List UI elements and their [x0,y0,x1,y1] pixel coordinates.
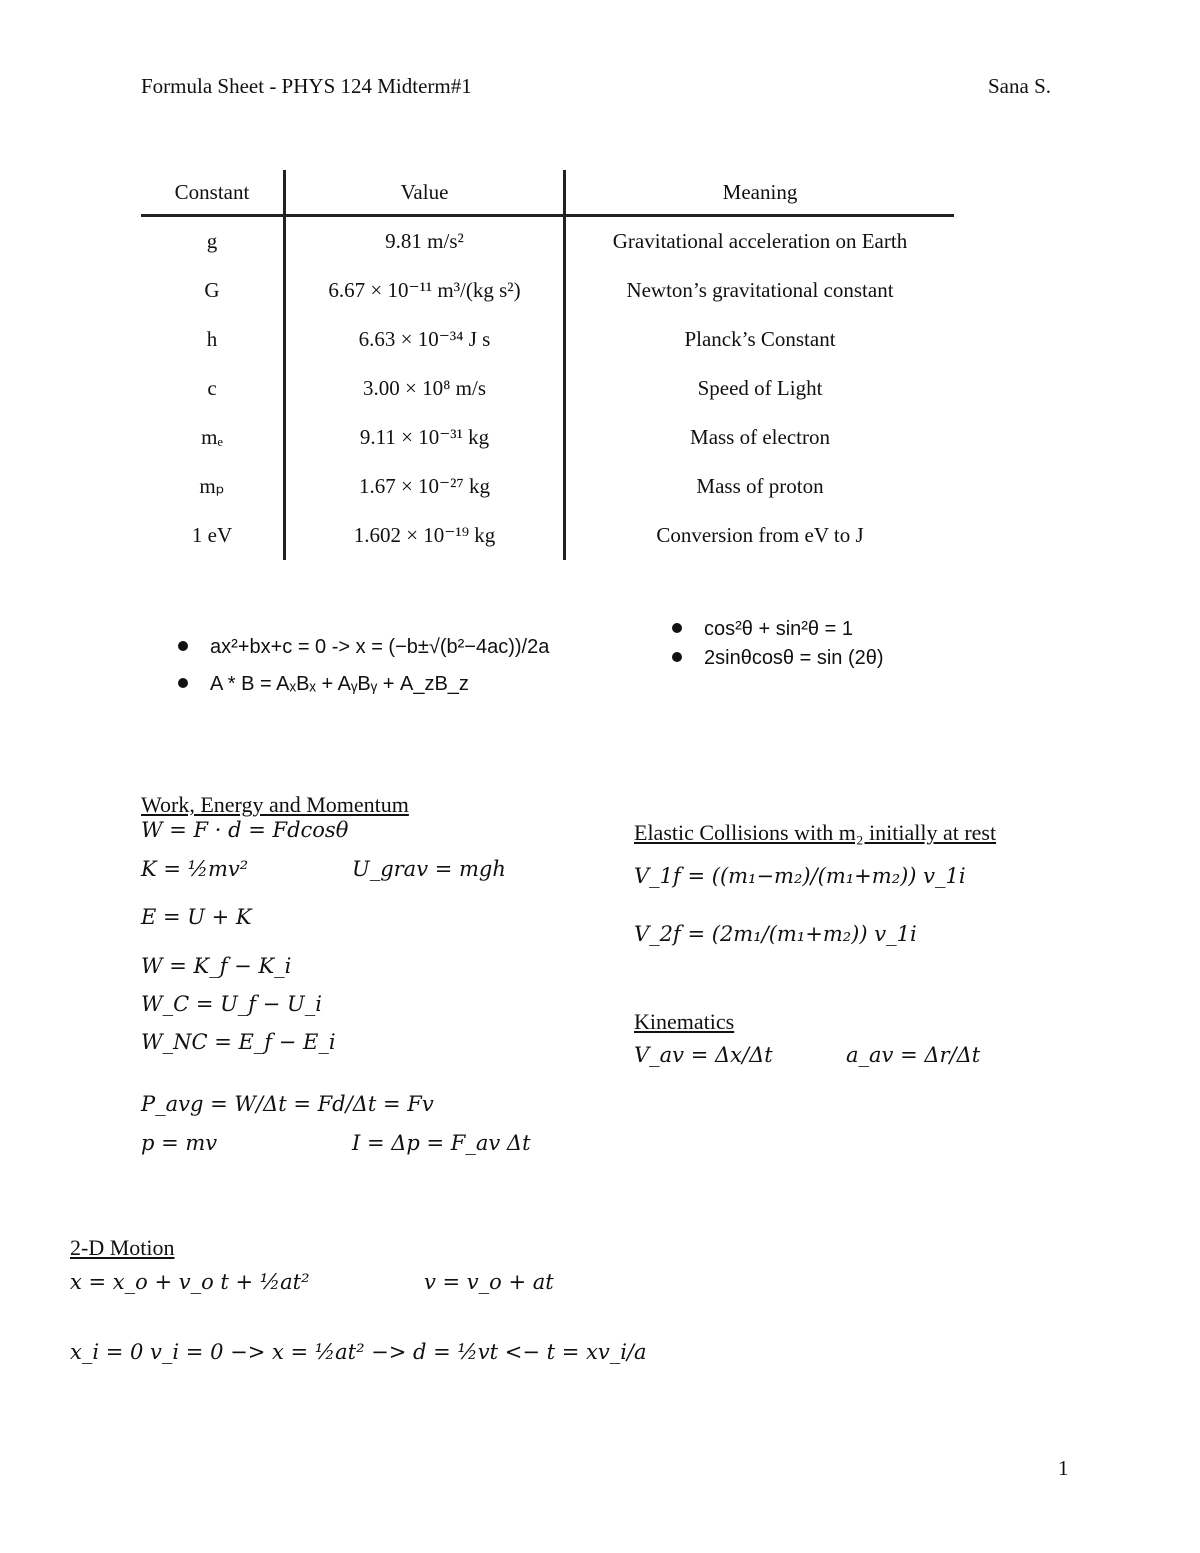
equation-total-energy: E = U + K [141,905,252,929]
constants-table [141,170,954,560]
constant-value: 1.67 × 10⁻²⁷ kg [285,462,565,511]
constant-symbol: 1 eV [141,511,285,560]
constant-value: 6.63 × 10⁻³⁴ J s [285,315,565,364]
bullet-quadratic-formula [178,636,549,659]
constant-value: 3.00 × 10⁸ m/s [285,364,565,413]
constant-symbol: G [141,266,285,315]
constant-meaning: Conversion from eV to J [656,523,864,547]
table-header-row [141,170,954,216]
constant-symbol: mₚ [141,462,285,511]
bullet-double-angle [672,647,884,670]
equation-kinetic-energy: K = ½mv² [141,857,249,881]
constant-meaning: Planck’s Constant [684,327,836,351]
equation-work: W = F · d = Fdcosθ [141,818,349,842]
equation-gravitational-potential: U_grav = mgh [352,857,506,881]
section-title-2d-motion: 2-D Motion [70,1235,175,1260]
constant-value: 9.81 m/s² [285,216,565,267]
bullet-text: A * B = AₓBₓ + AᵧBᵧ + A_zB_z [210,673,469,695]
equation-from-rest: x_i = 0 v_i = 0 −> x = ½at² −> d = ½vt <− t = xv_i/a [70,1340,647,1364]
document-title: Formula Sheet - PHYS 124 Midterm#1 [141,74,472,98]
equation-conservative-work: W_C = U_f − U_i [141,992,322,1016]
constant-meaning: Speed of Light [697,376,823,400]
constant-symbol: c [141,364,285,413]
table-row [141,266,954,315]
column-header-constant: Constant [141,170,285,216]
table-row [141,462,954,511]
bullet-dot [178,678,188,688]
column-header-value: Value [285,170,565,216]
table-row [141,216,954,267]
section-title-kinematics: Kinematics [634,1009,735,1034]
constant-symbol: mₑ [141,413,285,462]
constant-value: 6.67 × 10⁻¹¹ m³/(kg s²) [285,266,565,315]
section-title-work-energy: Work, Energy and Momentum [141,792,409,817]
bullet-text: 2sinθcosθ = sin (2θ) [704,647,884,669]
table-row [141,364,954,413]
equation-nonconservative-work: W_NC = E_f − E_i [141,1030,336,1054]
constant-meaning: Mass of electron [690,425,830,449]
equation-work-energy-theorem: W = K_f − K_i [141,954,292,978]
equation-position: x = x_o + v_o t + ½at² [70,1270,310,1294]
constant-meaning: Gravitational acceleration on Earth [612,229,908,253]
equation-final-velocity-1: V_1f = ((m₁−m₂)/(m₁+m₂)) v_1i [634,864,966,888]
bullet-dot [672,652,682,662]
constant-symbol: h [141,315,285,364]
table-row [141,511,954,560]
constant-meaning: Newton’s gravitational constant [626,278,894,302]
section-title-elastic-collisions: Elastic Collisions with m₂ initially at rest [634,820,997,845]
constant-meaning: Mass of proton [696,474,824,498]
constant-symbol: g [141,216,285,267]
equation-impulse: I = Δp = F_av Δt [352,1131,531,1155]
equation-average-acceleration: a_av = Δr/Δt [846,1043,981,1067]
bullet-dot [178,641,188,651]
bullet-dot [672,623,682,633]
page-number: 1 [1058,1456,1069,1480]
table-row [141,315,954,364]
column-header-meaning: Meaning [565,170,955,216]
equation-average-velocity: V_av = Δx/Δt [634,1043,773,1067]
author-name: Sana S. [988,74,1051,98]
equation-final-velocity-2: V_2f = (2m₁/(m₁+m₂)) v_1i [634,922,917,946]
bullet-text: ax²+bx+c = 0 -> x = (−b±√(b²−4ac))/2a [210,636,550,658]
equation-momentum: p = mv [141,1131,218,1155]
bullet-text: cos²θ + sin²θ = 1 [704,618,853,640]
bullet-pythagorean-identity [672,618,853,641]
equation-average-power: P_avg = W/Δt = Fd/Δt = Fv [141,1092,434,1116]
table-row [141,413,954,462]
bullet-dot-product [178,673,469,696]
constant-value: 9.11 × 10⁻³¹ kg [285,413,565,462]
equation-velocity: v = v_o + at [424,1270,554,1294]
constant-value: 1.602 × 10⁻¹⁹ kg [285,511,565,560]
